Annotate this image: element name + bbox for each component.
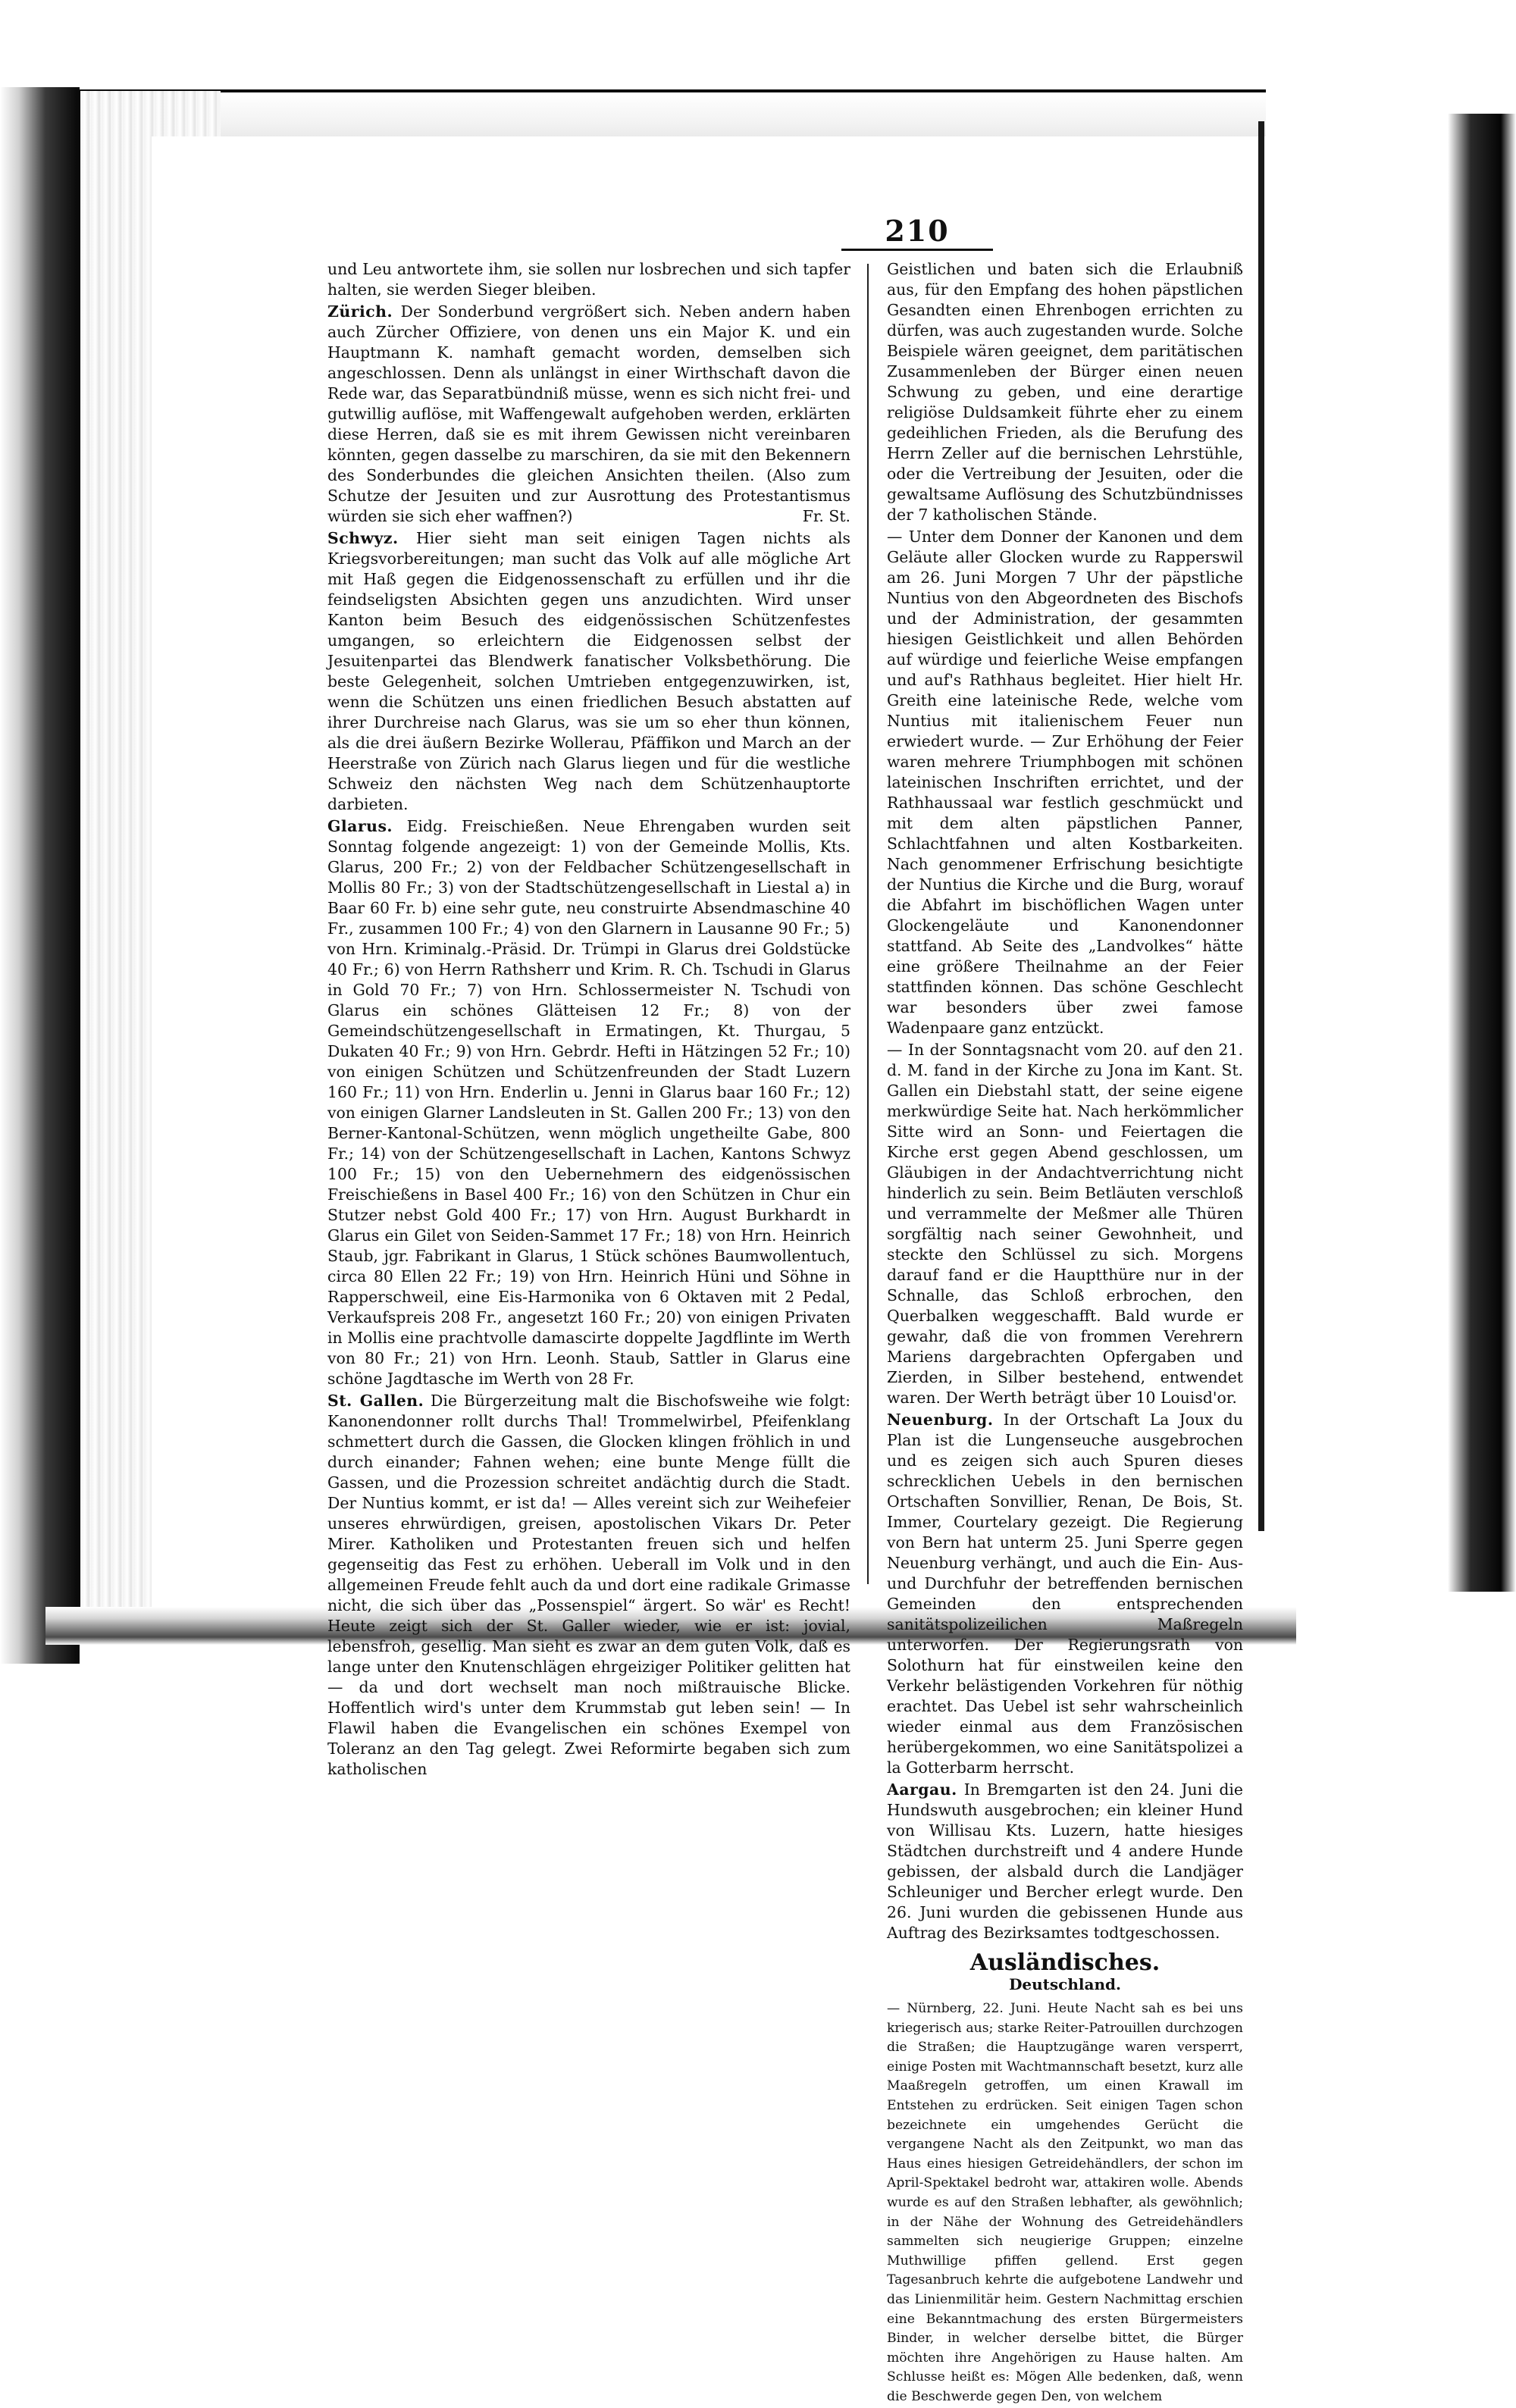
article-st-gallen: St. Gallen. Die Bürgerzeitung malt die Bischofsweihe wie folgt: Kanonendonner rollt durchs Thal! Trommelwirbel, Pfeifenklang schmettert durch die Gassen, die Glocken klingen fröhlich in und durch einander; Fahnen wehen; eine bunte Menge füllt die Gassen, und die Prozession schreitet andächtig durch die Stadt. Der Nuntius kommt, er ist da! — Alles vereint sich zur Weihefeier unseres ehrwürdigen, greisen, apostolischen Vikars Dr. Peter Mirer. Katholiken und Protestanten freuen sich und helfen gegenseitig das Fest zu erhöhen. Ueberall im Volk und in den allgemeinen Freude fehlt auch da und dort eine radikale Grimasse nicht, die sich über das „Possenspiel“ ärgert. So wär' es Recht! Heute zeigt sich der St. Galler wieder, wie er ist: jovial, lebensfroh, gesellig. Man sieht es zwar an dem guten Volk, daß es lange unter den Knutenschlägen ehrgeiziger Politiker gelitten hat — da und dort wechselt man noch mißtrauische Blicke. Hoffentlich wird's unter dem Krummstab gut leben sein! — In Flawil haben die Evangelischen ein schönes Exempel von Toleranz an den Tag gelegt. Zwei Reformirte begaben sich zum katholischen xyxy=(327,1392,850,1778)
article-head: Neuenburg. xyxy=(887,1411,994,1429)
article-aargau: Aargau. In Bremgarten ist den 24. Juni die Hundswuth ausgebrochen; ein kleiner Hund von Willisau Kts. Luzern, hatte hiesiges Städtchen durchstreift und 4 andere Hunde gebissen, der alsbald durch die Landjäger Schleuniger und Bercher erlegt wurde. Den 26. Juni wurden die gebissenen Hunde aus Auftrag des Bezirksamtes todtgeschossen. xyxy=(887,1780,1243,1942)
section-heading-foreign: Ausländisches. xyxy=(969,1949,1160,1976)
article-schwyz: Schwyz. Hier sieht man seit einigen Tagen nichts als Kriegsvorbereitungen; man sucht das Volk auf alle mögliche Art mit Haß gegen die Eidgenossenschaft zu erfüllen und ihr die feindseligsten Absichten gegen uns anzudichten. Wird unser Kanton beim Besuch des eidgenössischen Schützenfestes umgangen, so erleichtern die Eidgenossen selbst der Jesuitenpartei das Blendwerk fanatischer Volksbethörung. Die beste Gelegenheit, solchen Umtrieben entgegenzuwirken, ist, wenn die Schützen uns einen friedlichen Besuch abstatten auf ihrer Durchreise nach Glarus, was sie um so eher thun können, als die drei äußern Bezirke Wollerau, Pfäffikon und March an der Heerstraße von Zürich nach Glarus liegen und für die westliche Schweiz den nächsten Weg nach dem Schützenhauptorte darbieten. xyxy=(327,529,850,813)
article-paragraph: und Leu antwortete ihm, sie sollen nur losbrechen und sich tapfer halten, sie werden Sieger bleiben. xyxy=(327,260,850,299)
section-subheading-germany: Deutschland. xyxy=(1009,1975,1121,1993)
article-head: Schwyz. xyxy=(327,529,399,547)
article-head: Zürich. xyxy=(327,302,393,321)
scan-border-right xyxy=(1273,114,1516,1592)
scan-border-left xyxy=(0,87,80,1664)
article-glarus: Glarus. Eidg. Freischießen. Neue Ehrengaben wurden seit Sonntag folgende angezeigt: 1) von der Gemeinde Mollis, Kts. Glarus, 200 Fr.; 2) von der Feldbacher Schützengesellschaft in Mollis 80 Fr.; 3) von der Stadtschützengesellschaft in Liestal a) in Baar 60 Fr. b) eine sehr gute, neu construirte Absendmaschine 40 Fr., zusammen 100 Fr.; 4) von den Glarnern in Lausanne 90 Fr.; 5) von Hrn. Kriminalg.-Präsid. Dr. Trümpi in Glarus drei Goldstücke 40 Fr.; 6) von Herrn Rathsherr und Krim. R. Ch. Tschudi in Glarus in Gold 70 Fr.; 7) von Hrn. Schlossermeister N. Tschudi von Glarus ein schönes Glätteisen 12 Fr.; 8) von der Gemeindschützengesellschaft in Ermatingen, Kt. Thurgau, 5 Dukaten 40 Fr.; 9) von Hrn. Gebrdr. Hefti in Hätzingen 52 Fr.; 10) von einigen Schützen und Schützenfreunden der Stadt Luzern 160 Fr.; 11) von Hrn. Enderlin u. Jenni in Glarus baar 160 Fr.; 12) von einigen Glarner Landsleuten in St. Gallen 200 Fr.; 13) von den Berner-Kantonal-Schützen, wenn möglich ungetheilte Gabe, 800 Fr.; 14) von der Schützengesellschaft in Lachen, Kantons Schwyz 100 Fr.; 15) von den Uebernehmern des eidgenössischen Freischießens in Basel 400 Fr.; 16) von den Schützen in Chur ein Stutzer nebst Gold 400 Fr.; 17) von Hrn. August Burkhardt in Glarus ein Gilet von Seiden-Sammet 17 Fr.; 18) von Hrn. Heinrich Staub, jgr. Fabrikant in Glarus, 1 Stück schönes Baumwollentuch, circa 80 Ellen 22 Fr.; 19) von Hrn. Heinrich Hüni und Söhne in Rapperschweil, eine Eis-Harmonika von 6 Oktaven mit 2 Pedal, Verkaufspreis 208 Fr., angesetzt 160 Fr.; 20) von einigen Privaten in Mollis eine prachtvolle damascirte doppelte Jagdflinte im Werth von 80 Fr.; 21) von Hrn. Leonh. Staub, Sattler in Glarus eine schöne Jagdtasche im Werth von 28 Fr. xyxy=(327,817,850,1388)
article-nuernberg: — Nürnberg, 22. Juni. Heute Nacht sah es bei uns kriegerisch aus; starke Reiter-Patrouillen durchzogen die Straßen; die Hauptzugänge waren versperrt, einige Posten mit Wachtmannschaft besetzt, kurz alle Maaßregeln getroffen, um einen Krawall im Entstehen zu erdrücken. Seit einigen Tagen schon bezeichnete ein umgehendes Gerücht die vergangene Nacht als den Zeitpunkt, wo man das Haus eines hiesigen Getreidehändlers, der schon im April-Spektakel bedroht war, attakiren wolle. Abends wurde es auf den Straßen lebhafter, als gewöhnlich; in der Nähe der Wohnung des Getreidehändlers sammelten sich neugierige Gruppen; einzelne Muthwillige pfiffen gellend. Erst gegen Tagesanbruch kehrte die aufgebotene Landwehr und das Linienmilitär heim. Gestern Nachmittag erschien eine Bekanntmachung des ersten Bürgermeisters Binder, in welcher derselbe bittet, die Bürger möchten ihre Angehörigen zu Hause halten. Am Schlusse heißt es: Mögen Alle bedenken, daß, wenn die Beschwerde gegen Den, von welchem xyxy=(887,2001,1243,2404)
article-head: Glarus. xyxy=(327,817,393,835)
article-head: St. Gallen. xyxy=(327,1392,424,1410)
page-margin-line xyxy=(1258,121,1264,1531)
page-number-rule xyxy=(841,249,993,251)
left-column xyxy=(327,259,850,1781)
article-head: Aargau. xyxy=(887,1780,957,1799)
article-rapperswil: — Unter dem Donner der Kanonen und dem Geläute aller Glocken wurde zu Rapperswil am 26. Juni Morgen 7 Uhr der päpstliche Nuntius von den Abgeordneten des Bischofs und der Administration, der gesammten hiesigen Geistlichkeit und allen Behörden auf würdige und feierliche Weise empfangen und auf's Rathhaus begleitet. Hier hielt Hr. Greith eine lateinische Rede, welche vom Nuntius mit italienischem Feuer nun erwiedert wurde. — Zur Erhöhung der Feier waren mehrere Triumphbogen mit schönen lateinischen Inschriften errichtet, und der Rathhaussaal war festlich geschmückt und mit dem alten päpstlichen Panner, Schlachtfahnen und alten Kostbarkeiten. Nach genommener Erfrischung besichtigte der Nuntius die Kirche und die Burg, worauf die Abfahrt im bischöflichen Wagen unter Glockengeläute und Kanonendonner stattfand. Ab Seite des „Landvolkes“ hätte eine größere Theilnahme an der Feier stattfinden können. Das schöne Geschlecht war besonders über zwei famose Wadenpaare ganz entzückt. xyxy=(887,528,1243,1037)
article-signature: Fr. St. xyxy=(802,507,850,525)
article-zurich: Zürich. Der Sonderbund vergrößert sich. Neben andern haben auch Zürcher Offiziere, von denen uns ein Major K. und ein Hauptmann K. namhaft gemacht worden, demselben sich angeschlossen. Denn als unlängst in einer Wirthschaft davon die Rede war, das Separatbündniß müsse, wenn es sich nicht frei- und gutwillig auflöse, mit Waffengewalt aufgehoben werden, erklärten diese Herren, daß sie es mit ihrem Gewissen nicht vereinbaren könnten, gegen dasselbe zu marschiren, da sie mit den Bekennern des Sonderbundes die gleichen Ansichten theilen. (Also zum Schutze der Jesuiten und zur Ausrottung des Protestantismus würden sie sich eher waffnen?) Fr. St. xyxy=(327,302,850,525)
article-neuenburg: Neuenburg. In der Ortschaft La Joux du Plan ist die Lungenseuche ausgebrochen und es zeigen sich auch Spuren dieses schrecklichen Uebels in den bernischen Ortschaften Sonvillier, Renan, De Bois, St. Immer, Courtelary gezeigt. Die Regierung von Bern hat unterm 25. Juni Sperre gegen Neuenburg verhängt, und auch die Ein- Aus- und Durchfuhr der betreffenden bernischen Gemeinden den entsprechenden sanitätspolizeilichen Maßregeln unterworfen. Der Regierungsrath von Solothurn hat für einstweilen keine den Verkehr belästigenden Vorkehren für nöthig erachtet. Das Uebel ist sehr wahrscheinlich wieder einmal aus dem Französischen herübergekommen, wo eine Sanitätspolizei a la Gotterbarm herrscht. xyxy=(887,1411,1243,1777)
column-divider xyxy=(867,264,869,1584)
right-column xyxy=(887,259,1243,2408)
page-number: 210 xyxy=(885,214,950,248)
article-paragraph: Geistlichen und baten sich die Erlaubniß aus, für den Empfang des hohen päpstlichen Gesandten einen Ehrenbogen errichten zu dürfen, was auch zugestanden wurde. Solche Beispiele wären geeignet, dem paritätischen Zusammenleben der Bürger einen neuen Schwung zu geben, und eine derartige religiöse Duldsamkeit führte eher zu einem gedeihlichen Frieden, als die Berufung des Herrn Zeller auf die bernischen Lehrstühle, oder die Vertreibung der Jesuiten, oder die gewaltsame Auflösung des Schutzbündnisses der 7 katholischen Stände. xyxy=(887,260,1244,524)
article-jona: — In der Sonntagsnacht vom 20. auf den 21. d. M. fand in der Kirche zu Jona im Kant. St. Gallen ein Diebstahl statt, der seine eigene merkwürdige Seite hat. Nach herkömmlicher Sitte wird an Sonn- und Feiertagen die Kirche erst gegen Abend geschlossen, um Gläubigen in der Andachtverrichtung nicht hinderlich zu sein. Beim Betläuten verschloß und verrammelte der Meßmer alle Thüren sorgfältig nach seiner Gewohnheit, und steckte den Schlüssel zu sich. Morgens darauf fand er die Hauptthüre nur in der Schnalle, das Schloß erbrochen, den Querbalken weggeschafft. Bald wurde er gewahr, daß die von frommen Verehrern Mariens dargebrachten Opfergaben und Zierden, in Silber bestehend, entwendet waren. Der Werth beträgt über 10 Louisd'or. xyxy=(887,1041,1243,1407)
